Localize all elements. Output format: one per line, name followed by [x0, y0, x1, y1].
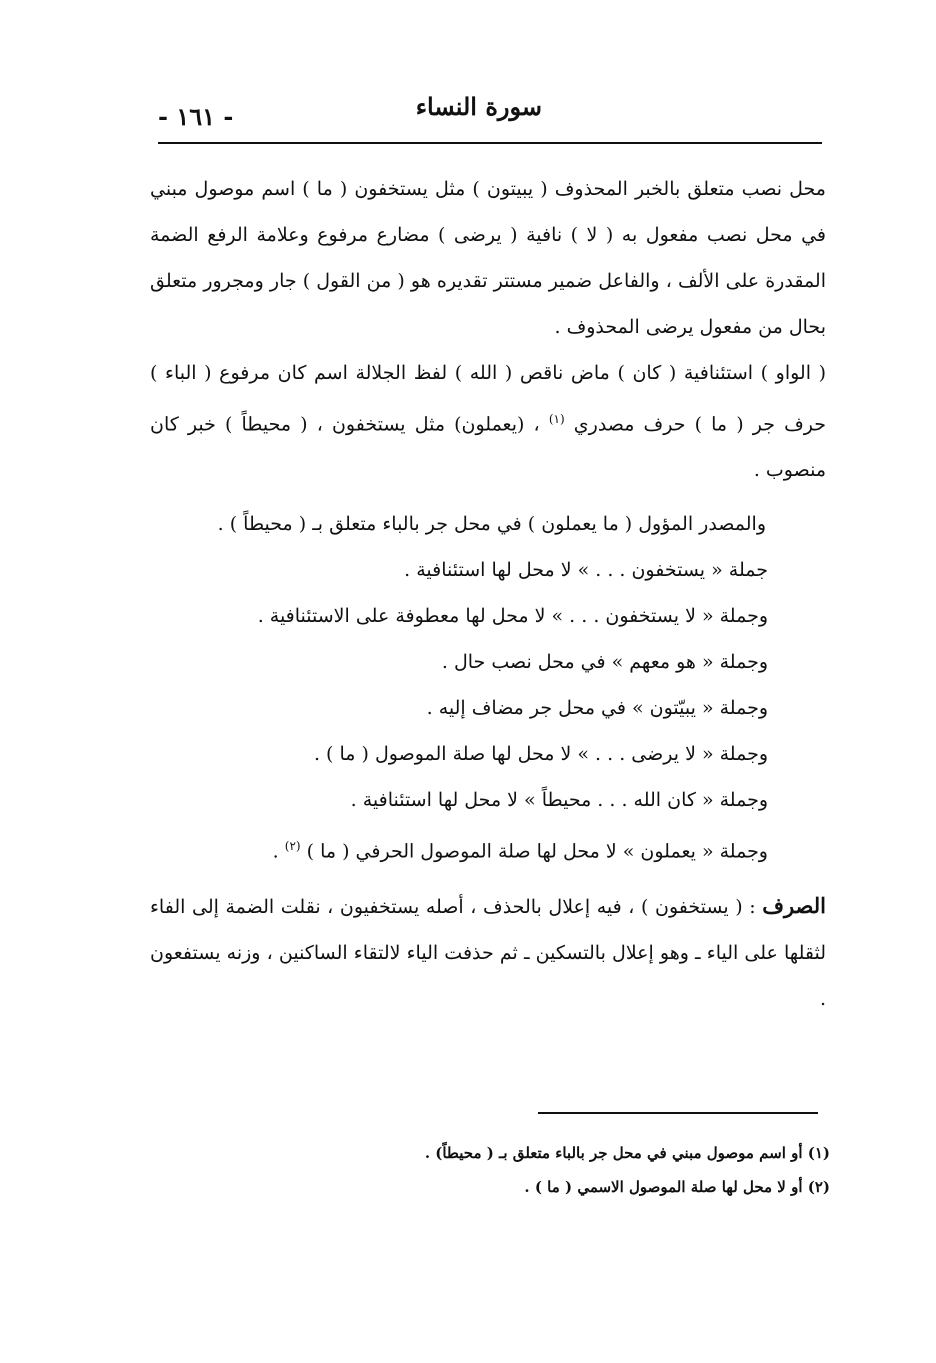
footnotes: [300, 1136, 830, 1204]
sentence-role-last-text: وجملة « يعملون » لا محل لها صلة الموصول الحرفي ( ما ): [306, 840, 768, 863]
sentence-role-last-end: .: [272, 840, 279, 863]
paragraph-sarf: [150, 883, 826, 1022]
footnote-1: (١) أو اسم موصول مبني في محل جر بالباء متعلق بـ ( محيطاً) .: [424, 1144, 830, 1162]
sentence-role-item: وجملة « كان الله . . . محيطاً » لا محل لها استئنافية .: [350, 789, 768, 812]
paragraph-irab-2: [150, 350, 826, 493]
sentence-role-item: وجملة « هو معهم » في محل نصب حال .: [441, 651, 768, 674]
page-number: - ١٦١ -: [158, 102, 234, 131]
paragraph-irab-2-start: ( الواو ) استئنافية ( كان ) ماض ناقص ( الله ) لفظ الجلالة اسم كان مرفوع ( الباء ) حرف جر ( ما ) حرف مصدري: [150, 362, 827, 436]
footnote-ref-1[interactable]: (١): [548, 412, 565, 426]
sentence-role-item: [150, 823, 768, 874]
paragraph-irab-2-end: ، (يعملون) مثل يستخفون ، ( محيطاً ) خبر كان منصوب .: [150, 413, 826, 482]
footnote-2: (٢) أو لا محل لها صلة الموصول الاسمي ( ما ) .: [524, 1178, 830, 1196]
main-text: [150, 166, 826, 1022]
header-divider: [158, 142, 822, 144]
sentence-role-item: وجملة « لا يرضى . . . » لا محل لها صلة الموصول ( ما ) .: [313, 743, 768, 766]
paragraph-masdar: والمصدر المؤول ( ما يعملون ) في محل جر بالباء متعلق بـ ( محيطاً ) .: [217, 513, 766, 536]
page-header: [158, 92, 822, 138]
footnote-divider: [538, 1112, 818, 1114]
sarf-heading: الصرف: [762, 892, 827, 918]
sarf-text: : ( يستخفون ) ، فيه إعلال بالحذف ، أصله يستخفيون ، نقلت الضمة إلى الفاء لثقلها على الياء ـ وهو إعلال بالتسكين ـ ثم حذفت الياء لالتقاء الساكنين ، وزنه يستفعون .: [150, 895, 826, 1010]
footnote-ref-2[interactable]: (٢): [284, 839, 301, 854]
sentence-role-item: جملة « يستخفون . . . » لا محل لها استئنافية .: [404, 559, 768, 582]
paragraph-irab-1: محل نصب متعلق بالخبر المحذوف ( يبيتون ) مثل يستخفون ( ما ) اسم موصول مبني في محل نصب مفعول به ( لا ) نافية ( يرضى ) مضارع مرفوع وعلامة الرفع الضمة المقدرة على الألف ، والفاعل ضمير مستتر تقديره هو ( من القول ) جار ومجرور متعلق بحال من مفعول يرضى المحذوف .: [150, 178, 826, 338]
surah-title: سورة النساء: [415, 92, 542, 121]
sentence-role-item: وجملة « يبيّتون » في محل جر مضاف إليه .: [426, 697, 768, 720]
sentence-roles-list: [150, 547, 826, 874]
sentence-role-item: وجملة « لا يستخفون . . . » لا محل لها معطوفة على الاستئنافية .: [257, 605, 768, 628]
